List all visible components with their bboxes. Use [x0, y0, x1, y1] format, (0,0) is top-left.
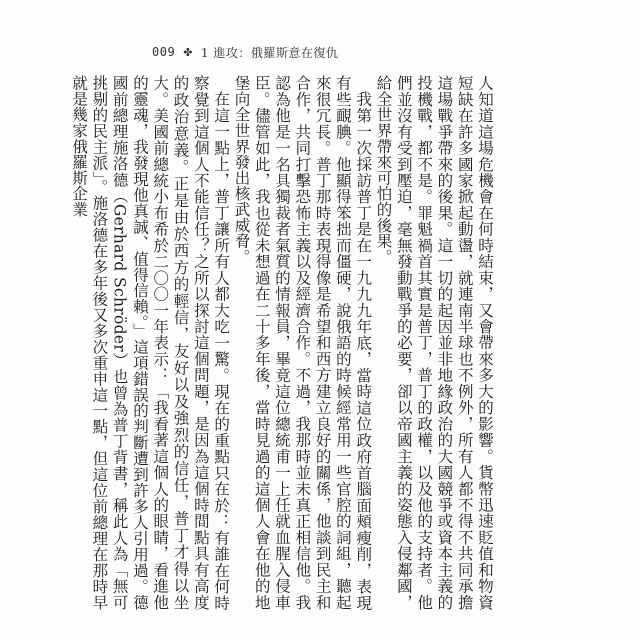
chapter-title: 1 進攻：俄羅斯意在復仇	[200, 45, 339, 60]
running-header	[152, 42, 338, 62]
page-number: 009	[152, 45, 176, 59]
ornament-icon: ✤	[183, 45, 193, 59]
paragraph-2: 我第一次採訪普丁是在一九九九年底，當時這位政府首腦面頰瘦削，表現有些靦腆。他顯得笨拙而僵硬，說俄語的時候經常用一些官腔的詞組，聽起來很冗長。普丁那時表現得像是希望和西方建立良好的關係，他談到民主和合作，共同打擊恐怖主義以及經濟合作。不過，我那時並未真正相信他。我認為他是一名具獨裁者氣質的情報員，畢竟這位總統甫一上任就血腥入侵車臣。儘管如此，我也從未想過在二十多年後，當時見過的這個人會在他的地堡向全世界發出核武威脅。	[232, 75, 373, 610]
vertical-body-text	[70, 75, 495, 610]
paragraph-1: 人知道這場危機會在何時結束，又會帶來多大的影響。貨幣迅速貶值和物資短缺在許多國家掀起動盪，就連南半球也不例外，所有人都不得不共同承擔這場戰爭帶來的後果。這一切的起因並非地緣政治的大國競爭或資本主義的投機戰，都不是。罪魁禍首其實是普丁，普丁的政權，以及他的支持者。他們並沒有受到壓迫，毫無發動戰爭的必要，卻以帝國主義的姿態入侵鄰國，給全世界帶來可怕的後果。	[374, 75, 494, 610]
paragraph-3: 在這一點上，普丁讓所有人都大吃一驚。現在的重點只在於：有誰在何時察覺到這個人不能信任？之所以探討這個問題，是因為這個時間點具有高度的政治意義。正是由於西方的輕信，友好以及強烈的信任，普丁才得以坐大。美國前總統小布希於二〇〇一年表示：「我看著這個人的眼睛，看進他的靈魂，我發現他真誠、值得信賴。」這項錯誤的判斷遭到許多人引用過。德國前總理施洛德（Gerhard Schröder）也曾為普丁背書，稱此人為「無可挑剔的民主派」。施洛德在多年後又多次重申這一點，但這位前總理在那時早就是幾家俄羅斯企業	[70, 75, 231, 610]
